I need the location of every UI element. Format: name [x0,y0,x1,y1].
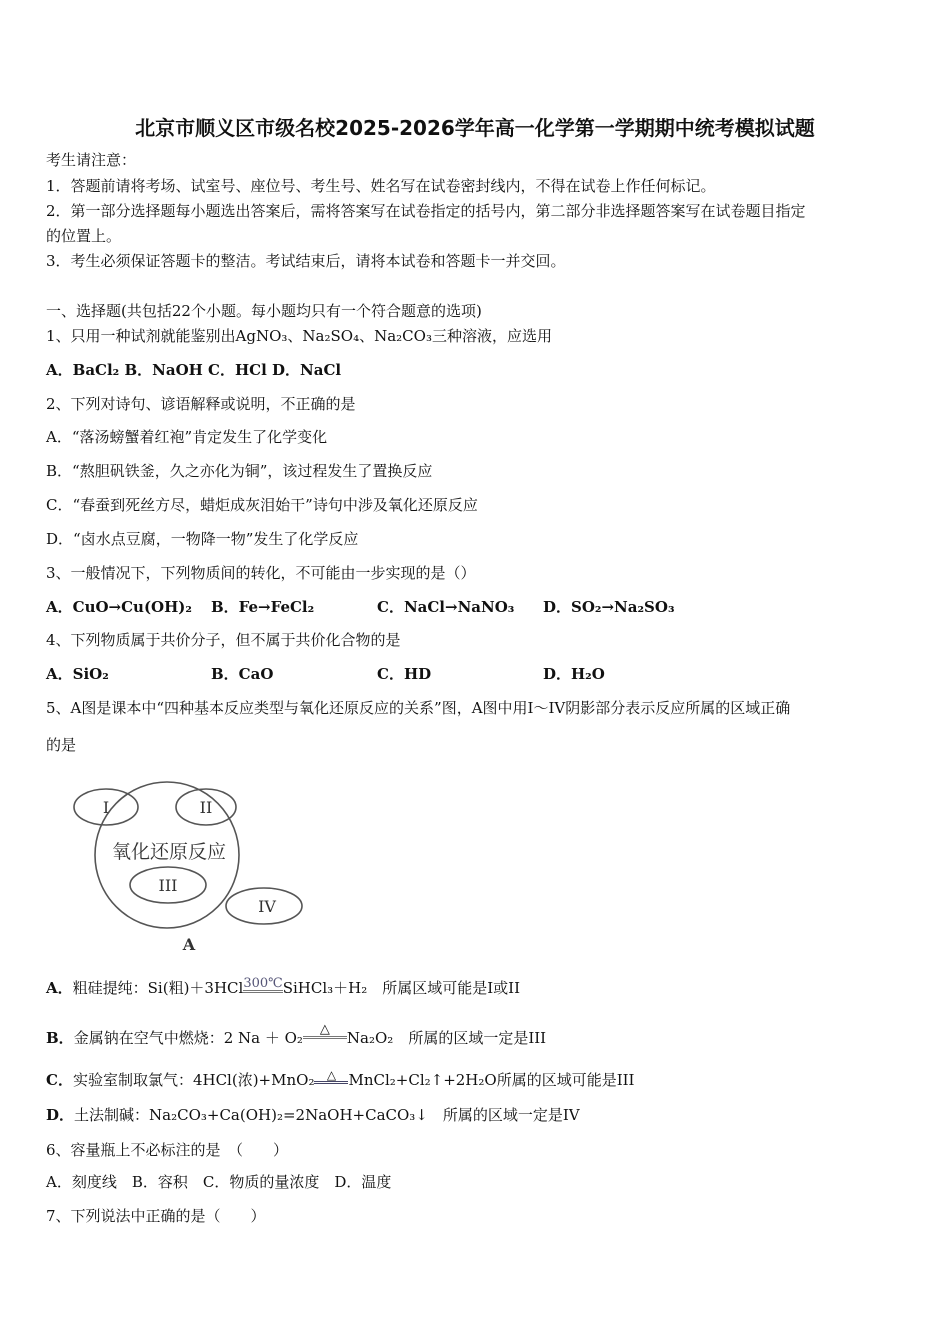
option-label: B． [46,1029,74,1047]
heat-condition: △ [303,1024,347,1039]
question-5-stem: 5、A图是课本中“四种基本反应类型与氧化还原反应的关系”图，A图中用I～IV阴影部分表示反应所属的区域正确 [46,699,791,717]
question-5-stem-cont: 的是 [46,736,77,754]
question-4-option-d: D．H₂O [543,665,605,683]
region-iii-label: III [158,876,178,895]
region-ii-label: II [199,798,213,817]
notice-item: 3．考生必须保证答题卡的整洁。考试结束后，请将本试卷和答题卡一并交回。 [46,252,566,270]
question-2-option-c: C．“春蚕到死丝方尽，蜡炬成灰泪始干”诗句中涉及氧化还原反应 [46,496,478,514]
question-7-stem: 7、下列说法中正确的是（ ） [46,1207,266,1225]
notice-item: 2．第一部分选择题每小题选出答案后，需将答案写在试卷指定的括号内，第二部分非选择题答案写在试卷题目指定 [46,202,806,220]
question-4-option-c: C．HD [377,665,432,683]
question-5-option-d [46,1105,580,1125]
question-2-option-d: D．“卤水点豆腐，一物降一物”发生了化学反应 [46,530,359,548]
notice-item: 1．答题前请将考场、试室号、座位号、考生号、姓名写在试卷密封线内，不得在试卷上作任何标记。 [46,177,716,195]
region-iv-label: IV [258,897,276,916]
option-text: SiHCl₃＋H₂ 所属区域可能是I或II [282,979,521,997]
question-1-stem: 1、只用一种试剂就能鉴别出AgNO₃、Na₂SO₄、Na₂CO₃三种溶液，应选用 [46,327,552,345]
question-5-option-a [46,978,520,998]
redox-diagram [70,775,310,960]
question-3-stem: 3、一般情况下，下列物质间的转化，不可能由一步实现的是（） [46,564,476,582]
question-3-option-b: B．Fe→FeCl₂ [211,598,315,616]
option-label: C． [46,1071,73,1089]
redox-label: 氧化还原反应 [111,841,227,863]
page-title: 北京市顺义区市级名校2025-2026学年高一化学第一学期期中统考模拟试题 [135,116,815,140]
notice-item: 的位置上。 [46,227,122,245]
notice-heading: 考生请注意： [46,151,137,169]
option-label: D． [46,1106,75,1124]
question-3-option-c: C．NaCl→NaNO₃ [377,598,515,616]
question-3-option-d: D．SO₂→Na₂SO₃ [543,598,675,616]
question-4-option-b: B．CaO [211,665,274,683]
region-i-label: I [102,798,110,817]
question-5-option-c [46,1070,634,1090]
option-text: 实验室制取氯气：4HCl(浓)+MnO₂ [72,1071,315,1089]
reaction-condition: 300℃ [243,976,283,991]
question-2-option-b: B．“熬胆矾铁釜，久之亦化为铜”，该过程发生了置换反应 [46,462,433,480]
section-heading: 一、选择题(共包括22个小题。每小题均只有一个符合题意的选项) [46,302,482,320]
question-5-option-b [46,1024,546,1048]
option-label: A． [46,979,73,997]
question-3-option-a: A．CuO→Cu(OH)₂ [46,598,192,616]
question-6-stem: 6、容量瓶上不必标注的是 （ ） [46,1141,289,1159]
heat-condition: △ [314,1070,348,1084]
question-2-option-a: A．“落汤螃蟹着红袍”肯定发生了化学变化 [46,428,328,446]
question-4-option-a: A．SiO₂ [46,665,109,683]
question-6-options: A．刻度线 B．容积 C．物质的量浓度 D．温度 [46,1173,392,1191]
question-4-stem: 4、下列物质属于共价分子，但不属于共价化合物的是 [46,631,401,649]
option-text: MnCl₂+Cl₂↑+2H₂O所属的区域可能是III [348,1071,635,1089]
option-text: 粗硅提纯：Si(粗)＋3HCl [72,979,244,997]
question-2-stem: 2、下列对诗句、谚语解释或说明，不正确的是 [46,395,356,413]
option-text: Na₂O₂ 所属的区域一定是III [346,1029,547,1047]
option-text: 金属钠在空气中燃烧：2 Na ＋ O₂ [73,1029,303,1047]
diagram-caption: A [182,935,196,954]
option-text: 土法制碱：Na₂CO₃+Ca(OH)₂=2NaOH+CaCO₃↓ 所属的区域一定是IV [74,1106,580,1124]
question-1-options: A．BaCl₂ B．NaOH C．HCl D．NaCl [46,361,342,379]
